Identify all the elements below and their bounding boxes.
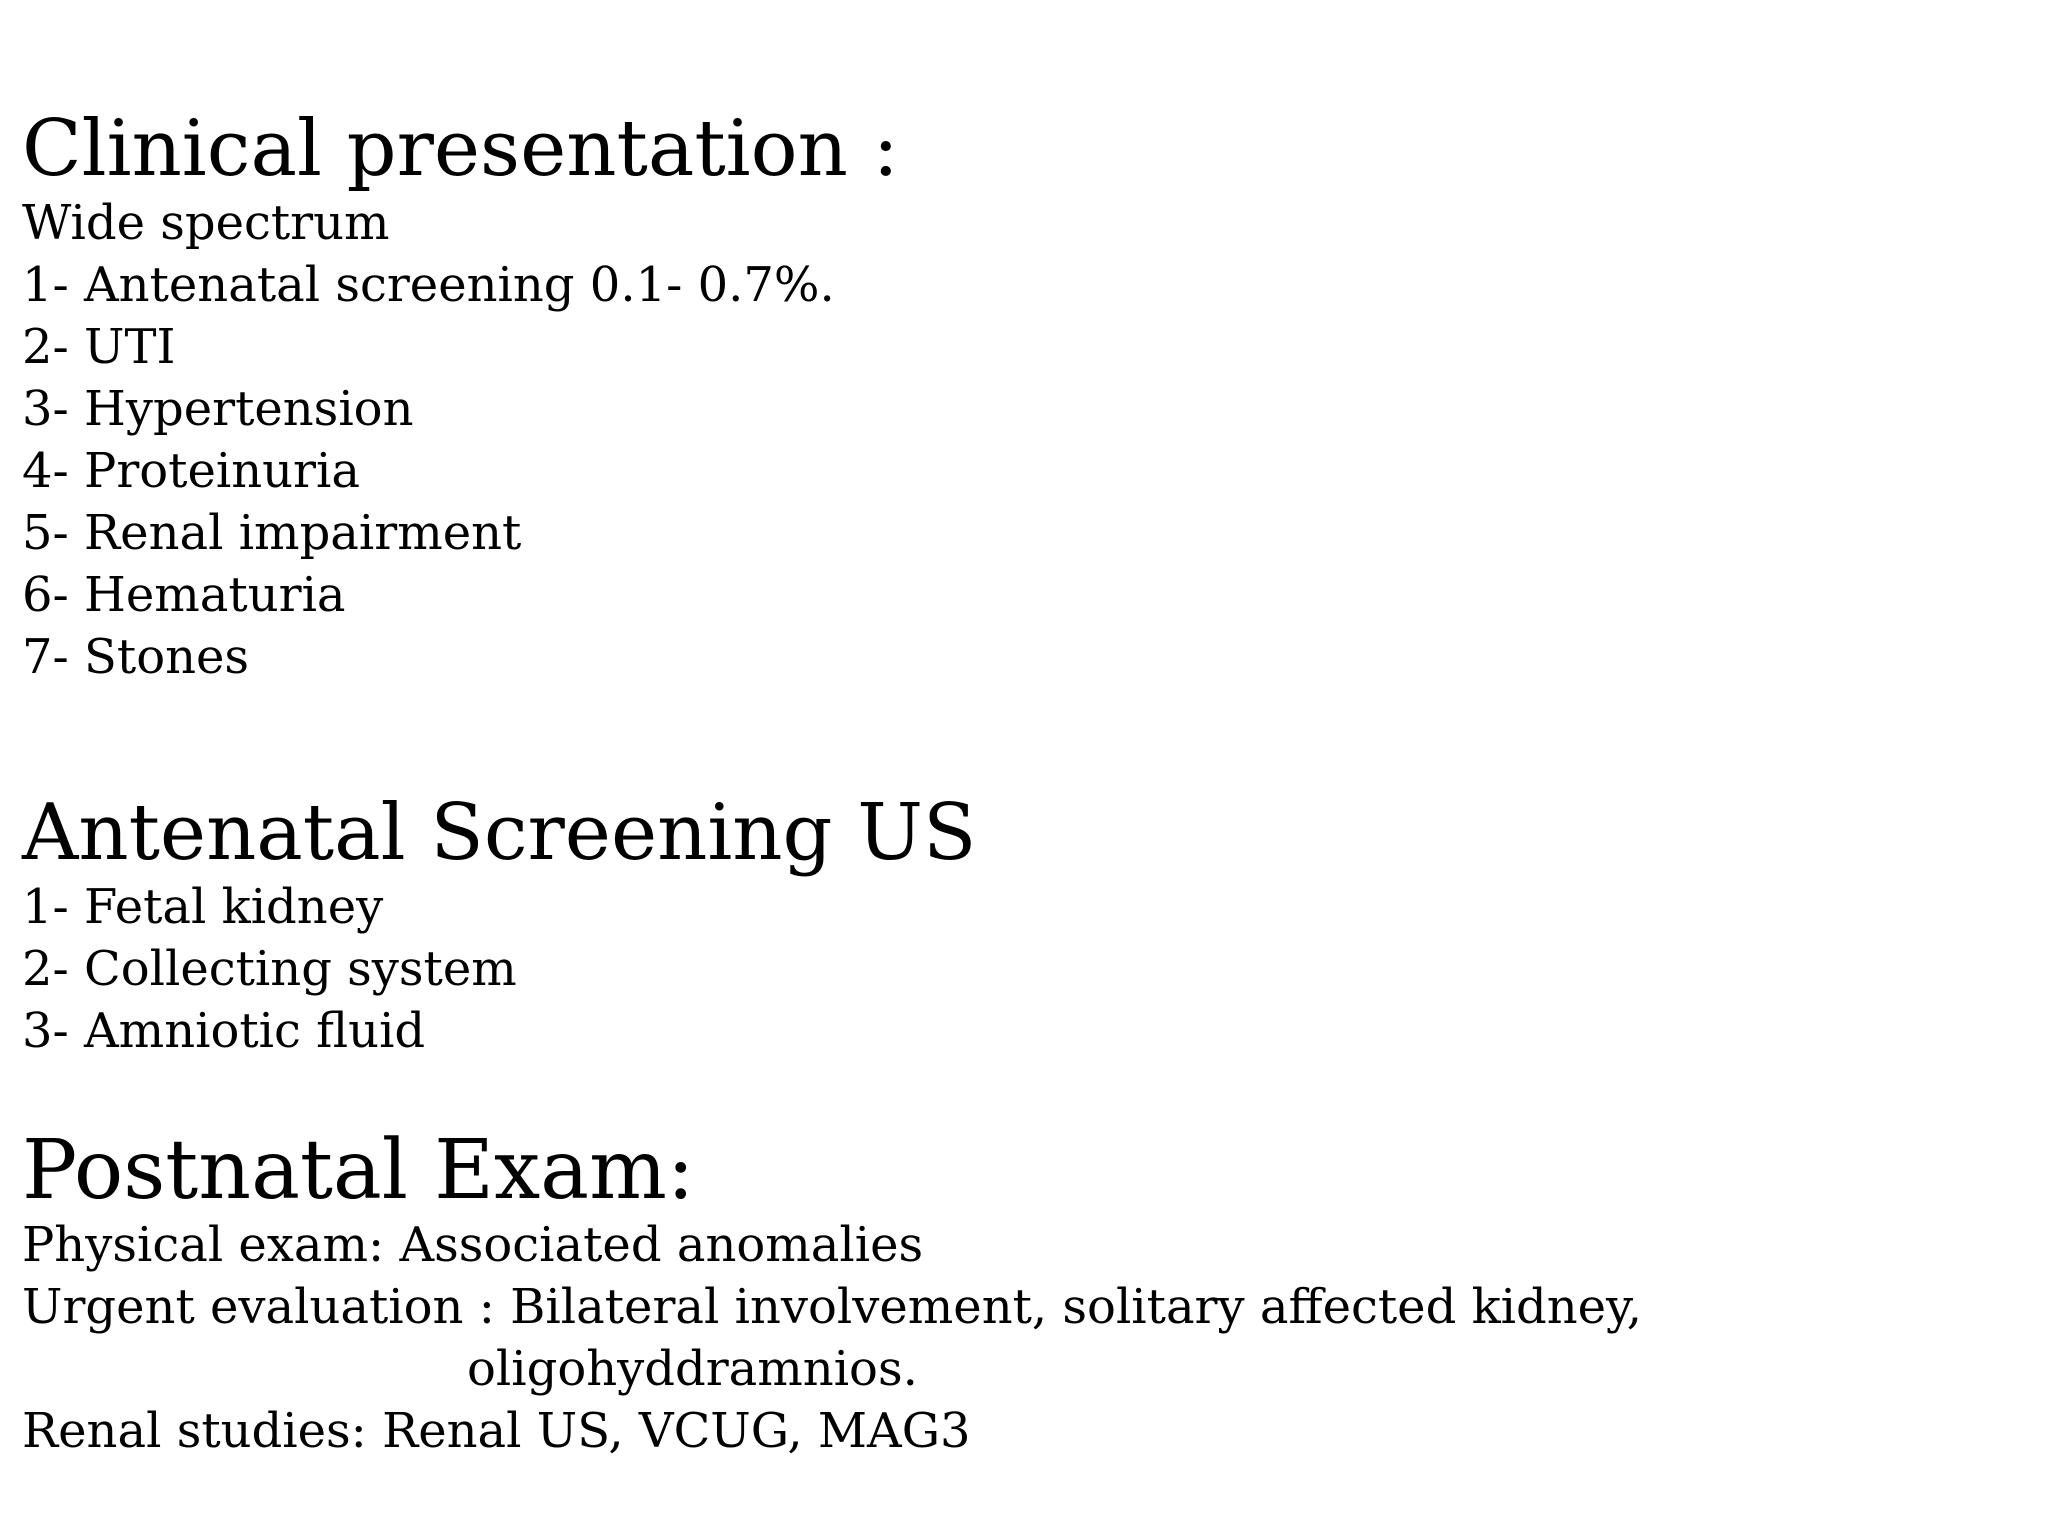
- clinical-intro: Wide spectrum: [22, 195, 390, 251]
- postnatal-renal-studies: Renal studies: Renal US, VCUG, MAG3: [22, 1403, 971, 1459]
- antenatal-item-amniotic-fluid: 3- Amniotic fluid: [22, 1003, 426, 1059]
- clinical-item-proteinuria: 4- Proteinuria: [22, 443, 360, 499]
- postnatal-urgent-evaluation: Urgent evaluation : Bilateral involvement, solitary affected kidney,: [22, 1279, 1643, 1335]
- clinical-presentation-section: [22, 106, 899, 688]
- clinical-item-stones: 7- Stones: [22, 629, 250, 685]
- clinical-item-uti: 2- UTI: [22, 319, 176, 375]
- antenatal-screening-heading: Antenatal Screening US: [22, 788, 977, 878]
- clinical-presentation-heading: Clinical presentation :: [22, 104, 899, 194]
- clinical-item-hypertension: 3- Hypertension: [22, 381, 414, 437]
- postnatal-physical-exam: Physical exam: Associated anomalies: [22, 1217, 924, 1273]
- postnatal-exam-section: [22, 1123, 1643, 1462]
- clinical-item-renal-impairment: 5- Renal impairment: [22, 505, 522, 561]
- postnatal-exam-heading: Postnatal Exam:: [22, 1123, 695, 1218]
- antenatal-item-fetal-kidney: 1- Fetal kidney: [22, 879, 384, 935]
- clinical-item-antenatal-screening: 1- Antenatal screening 0.1- 0.7%.: [22, 257, 835, 313]
- antenatal-screening-section: [22, 790, 976, 1062]
- postnatal-urgent-evaluation-continued: oligohyddramnios.: [467, 1341, 918, 1397]
- antenatal-item-collecting-system: 2- Collecting system: [22, 941, 517, 997]
- clinical-item-hematuria: 6- Hematuria: [22, 567, 346, 623]
